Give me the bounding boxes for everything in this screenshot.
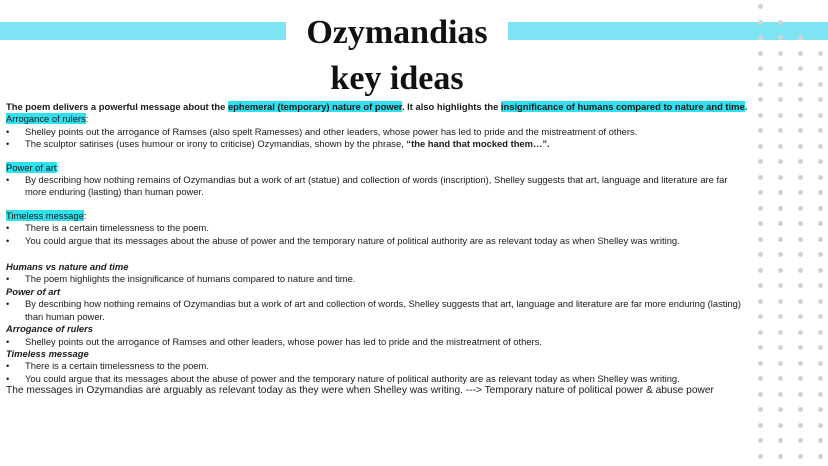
decorative-dot — [778, 454, 783, 459]
decorative-dot — [798, 113, 803, 118]
decorative-dot — [758, 175, 763, 180]
decorative-dot — [758, 97, 763, 102]
decorative-dot — [778, 128, 783, 133]
decorative-dot — [758, 330, 763, 335]
decorative-dot — [818, 82, 823, 87]
decorative-dot — [778, 221, 783, 226]
decorative-dot — [758, 454, 763, 459]
decorative-dot — [818, 252, 823, 257]
decorative-dot — [778, 299, 783, 304]
decorative-dot — [798, 330, 803, 335]
list-item: • Shelley points out the arrogance of Ramses and other leaders, whose power has led to pride and the mistreatment of others. — [6, 336, 748, 348]
decorative-dot — [798, 454, 803, 459]
decorative-dot — [818, 314, 823, 319]
list-item — [6, 138, 748, 150]
decorative-dot — [758, 66, 763, 71]
decorative-dot — [758, 376, 763, 381]
decorative-dot — [758, 268, 763, 273]
decorative-dot — [798, 66, 803, 71]
decorative-dot — [818, 438, 823, 443]
decorative-dot — [798, 221, 803, 226]
section-heading-text: Arrogance of rulers — [6, 113, 86, 125]
decorative-dot — [758, 392, 763, 397]
decorative-dot — [818, 361, 823, 366]
section-heading-text: Timeless message — [6, 209, 84, 221]
bullet-list — [6, 126, 748, 151]
section-heading-arrogance: Arrogance of rulers: — [6, 113, 89, 125]
list-item: • There is a certain timelessness to the poem. — [6, 360, 748, 372]
summary-heading: Power of art — [6, 285, 61, 297]
list-item: • There is a certain timelessness to the poem. — [6, 222, 748, 234]
decorative-dot — [778, 283, 783, 288]
decorative-dot — [758, 299, 763, 304]
decorative-dot — [778, 35, 783, 40]
decorative-dot — [778, 82, 783, 87]
decorative-dot-pattern — [748, 4, 828, 466]
list-item: • The poem highlights the insignificance of humans compared to nature and time. — [6, 273, 748, 285]
quote-text: “the hand that mocked them…”. — [406, 138, 550, 150]
decorative-dot — [778, 361, 783, 366]
list-item: • You could argue that its messages about the abuse of power and the temporary nature of political authority are as relevant today as when Shelley was writing. — [6, 235, 748, 247]
title-line-1: Ozymandias — [306, 14, 488, 51]
decorative-dot — [758, 407, 763, 412]
decorative-dot — [758, 128, 763, 133]
decorative-dot — [818, 128, 823, 133]
intro-text-3: . — [744, 101, 748, 112]
decorative-dot — [798, 51, 803, 56]
decorative-dot — [778, 97, 783, 102]
summary-heading: Timeless message — [6, 347, 89, 359]
decorative-dot — [818, 423, 823, 428]
decorative-dot — [778, 423, 783, 428]
list-item-text: The sculptor satirises (uses humour or irony to criticise) Ozymandias, shown by the phrase, — [25, 138, 407, 150]
decorative-dot — [798, 237, 803, 242]
list-item: • By describing how nothing remains of Ozymandias but a work of art (statue) and collection of words (inscription), Shelley suggests that art, language and literature are far more enduring (lasting) than human power. — [6, 174, 748, 199]
decorative-dot — [758, 35, 763, 40]
summary-heading: Humans vs nature and time — [6, 261, 129, 273]
decorative-dot — [818, 237, 823, 242]
decorative-dot — [798, 35, 803, 40]
list-item: • By describing how nothing remains of Ozymandias but a work of art and collection of words, Shelley suggests that art, language and literature are far more enduring (lasting) than human power. — [6, 298, 748, 323]
decorative-dot — [758, 423, 763, 428]
decorative-dot — [818, 97, 823, 102]
decorative-dot — [758, 51, 763, 56]
decorative-dot — [798, 392, 803, 397]
decorative-dot — [758, 361, 763, 366]
decorative-dot — [778, 190, 783, 195]
section-heading-timeless: Timeless message: — [6, 209, 87, 221]
decorative-dot — [798, 144, 803, 149]
decorative-dot — [778, 314, 783, 319]
list-item: • You could argue that its messages about the abuse of power and the temporary nature of political authority are as relevant today as when Shelley was writing. — [6, 373, 748, 385]
intro-text-2: . It also highlights the — [401, 101, 501, 112]
decorative-dot — [758, 237, 763, 242]
decorative-dot — [778, 206, 783, 211]
decorative-dot — [818, 113, 823, 118]
decorative-dot — [758, 190, 763, 195]
decorative-dot — [758, 4, 763, 9]
decorative-dot — [778, 438, 783, 443]
title-line-2: key ideas — [330, 60, 464, 97]
decorative-dot — [798, 128, 803, 133]
decorative-dot — [778, 330, 783, 335]
bullet-list — [6, 360, 748, 385]
decorative-dot — [778, 113, 783, 118]
decorative-dot — [758, 252, 763, 257]
decorative-dot — [758, 20, 763, 25]
decorative-dot — [818, 345, 823, 350]
decorative-dot — [818, 206, 823, 211]
section-heading-art: Power of art: — [6, 161, 60, 173]
decorative-dot — [778, 252, 783, 257]
decorative-dot — [798, 82, 803, 87]
decorative-dot — [818, 159, 823, 164]
decorative-dot — [818, 221, 823, 226]
bullet-list — [6, 222, 748, 247]
intro-highlight-2: insignificance of humans compared to nature and time — [500, 101, 745, 112]
decorative-dot — [778, 159, 783, 164]
intro-paragraph — [6, 101, 748, 113]
decorative-dot — [818, 144, 823, 149]
decorative-dot — [818, 51, 823, 56]
decorative-dot — [818, 175, 823, 180]
decorative-dot — [818, 283, 823, 288]
decorative-dot — [778, 345, 783, 350]
decorative-dot — [778, 268, 783, 273]
closing-statement: The messages in Ozymandias are arguably as relevant today as they were when Shelley was writing. ---> Temporary nature of political power & abuse power — [6, 385, 714, 397]
decorative-dot — [778, 20, 783, 25]
decorative-dot — [798, 175, 803, 180]
decorative-dot — [818, 454, 823, 459]
decorative-dot — [758, 345, 763, 350]
decorative-dot — [758, 314, 763, 319]
decorative-dot — [818, 376, 823, 381]
decorative-dot — [798, 159, 803, 164]
decorative-dot — [798, 299, 803, 304]
bullet-list — [6, 273, 748, 285]
decorative-dot — [818, 66, 823, 71]
slide-content — [6, 101, 748, 398]
slide-title — [286, 10, 508, 102]
decorative-dot — [818, 299, 823, 304]
decorative-dot — [778, 376, 783, 381]
decorative-dot — [778, 237, 783, 242]
decorative-dot — [778, 392, 783, 397]
decorative-dot — [798, 407, 803, 412]
decorative-dot — [818, 190, 823, 195]
decorative-dot — [798, 190, 803, 195]
decorative-dot — [798, 206, 803, 211]
decorative-dot — [798, 268, 803, 273]
decorative-dot — [758, 159, 763, 164]
bullet-list — [6, 298, 748, 323]
list-item: • Shelley points out the arrogance of Ramses (also spelt Ramesses) and other leaders, whose power has led to pride and the mistreatment of others. — [6, 126, 748, 138]
summary-heading: Arrogance of rulers — [6, 323, 94, 335]
decorative-dot — [758, 144, 763, 149]
decorative-dot — [818, 407, 823, 412]
decorative-dot — [818, 392, 823, 397]
decorative-dot — [798, 376, 803, 381]
decorative-dot — [798, 345, 803, 350]
section-heading-text: Power of art — [6, 161, 57, 173]
decorative-dot — [798, 438, 803, 443]
bullet-list — [6, 174, 748, 199]
decorative-dot — [798, 423, 803, 428]
bullet-list — [6, 336, 748, 348]
decorative-dot — [798, 361, 803, 366]
decorative-dot — [818, 268, 823, 273]
intro-text-1: The poem delivers a powerful message about the — [6, 101, 228, 112]
decorative-dot — [778, 66, 783, 71]
decorative-dot — [758, 206, 763, 211]
decorative-dot — [778, 51, 783, 56]
decorative-dot — [778, 144, 783, 149]
decorative-dot — [798, 252, 803, 257]
decorative-dot — [758, 438, 763, 443]
decorative-dot — [778, 175, 783, 180]
decorative-dot — [798, 97, 803, 102]
accent-bar-left — [0, 22, 286, 40]
decorative-dot — [798, 283, 803, 288]
decorative-dot — [758, 113, 763, 118]
decorative-dot — [758, 82, 763, 87]
decorative-dot — [758, 221, 763, 226]
decorative-dot — [778, 407, 783, 412]
decorative-dot — [798, 314, 803, 319]
decorative-dot — [758, 283, 763, 288]
decorative-dot — [818, 330, 823, 335]
intro-highlight-1: ephemeral (temporary) nature of power — [227, 101, 402, 112]
